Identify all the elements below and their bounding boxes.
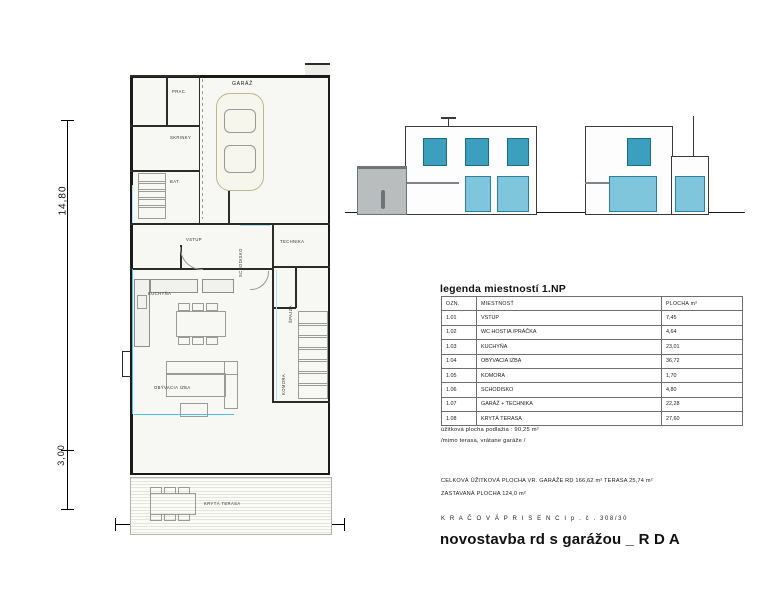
row-no: 1.08 bbox=[442, 412, 477, 426]
row-name: OBÝVACIA IZBA bbox=[477, 354, 662, 368]
plan-label-prac: PRAC. bbox=[172, 89, 187, 94]
note-usable-area: úžitková plocha podlažia : 90,25 m² bbox=[441, 427, 539, 433]
plan-label-technika: TECHNIKA bbox=[280, 239, 305, 244]
row-no: 1.03 bbox=[442, 340, 477, 354]
window-7 bbox=[609, 176, 657, 212]
row-area: 22,28 bbox=[662, 397, 743, 411]
plan-label-obyvacia: OBÝVACIA IZBA bbox=[154, 385, 191, 390]
row-area: 4,80 bbox=[662, 383, 743, 397]
row-no: 1.04 bbox=[442, 354, 477, 368]
row-name: KOMORA bbox=[477, 368, 662, 382]
row-no: 1.02 bbox=[442, 325, 477, 339]
window-5 bbox=[497, 176, 529, 212]
plan-label-komora: KOMORA bbox=[281, 373, 286, 395]
row-area: 36,72 bbox=[662, 354, 743, 368]
dimension-label-vertical-sub: 3,00 bbox=[55, 444, 66, 466]
note-usable-area-detail: /mimo terasa, vrátane garáže / bbox=[441, 438, 526, 444]
row-name: SCHODISKO bbox=[477, 383, 662, 397]
header-oznacenie: OZN. bbox=[442, 297, 477, 311]
row-area: 7,45 bbox=[662, 311, 743, 325]
floor-plan bbox=[55, 55, 370, 535]
table-row bbox=[442, 340, 743, 354]
car-symbol bbox=[216, 93, 264, 191]
row-no: 1.07 bbox=[442, 397, 477, 411]
row-area: 4,64 bbox=[662, 325, 743, 339]
window-8 bbox=[675, 176, 705, 212]
row-area: 23,01 bbox=[662, 340, 743, 354]
plan-label-garaz: GARÁŽ bbox=[232, 81, 253, 87]
row-area: 27,60 bbox=[662, 412, 743, 426]
table-row bbox=[442, 383, 743, 397]
plan-label-spajza: ŠPAJZA bbox=[288, 305, 293, 323]
row-name: WC HOSTIA /PRÁČKA bbox=[477, 325, 662, 339]
table-row bbox=[442, 325, 743, 339]
plan-label-skrinky: SKRINKY bbox=[170, 135, 192, 140]
table-header-row bbox=[442, 297, 743, 311]
plan-label-bat: BAT. bbox=[170, 179, 181, 184]
window-6 bbox=[627, 138, 651, 166]
plan-label-kryta-terasa: KRYTÁ TERASA bbox=[204, 501, 241, 506]
row-no: 1.05 bbox=[442, 368, 477, 382]
row-area: 1,70 bbox=[662, 368, 743, 382]
table-row bbox=[442, 368, 743, 382]
header-plocha: PLOCHA m² bbox=[662, 297, 743, 311]
plan-label-kuchyna: KUCHYŇA bbox=[148, 291, 172, 296]
row-name: KUCHYŇA bbox=[477, 340, 662, 354]
window-4 bbox=[465, 176, 491, 212]
header-miestnost: MIESTNOSŤ bbox=[477, 297, 662, 311]
project-address: K R A Č O V Á P R I S E N C I p . č . 308/30 bbox=[441, 516, 629, 522]
row-name: GARÁŽ + TECHNIKA bbox=[477, 397, 662, 411]
row-no: 1.06 bbox=[442, 383, 477, 397]
legend-table bbox=[441, 296, 743, 426]
table-row bbox=[442, 354, 743, 368]
note-total-area: CELKOVÁ ÚŽITKOVÁ PLOCHA VR. GARÁŽE RD 166,62 m² TERASA 25,74 m² bbox=[441, 478, 653, 484]
window-1 bbox=[423, 138, 447, 166]
project-title: novostavba rd s garážou _ R D A bbox=[440, 531, 680, 548]
row-no: 1.01 bbox=[442, 311, 477, 325]
window-2 bbox=[465, 138, 489, 166]
note-built-area: ZASTAVANÁ PLOCHA 124,0 m² bbox=[441, 491, 526, 497]
row-name: VSTUP bbox=[477, 311, 662, 325]
plan-geometry bbox=[120, 65, 345, 520]
table-row bbox=[442, 311, 743, 325]
person-figure bbox=[381, 190, 385, 209]
elevation-views bbox=[345, 110, 745, 225]
dimension-label-vertical: 14,80 bbox=[57, 185, 69, 216]
table-row bbox=[442, 397, 743, 411]
table-row bbox=[442, 412, 743, 426]
legend-title: legenda miestností 1.NP bbox=[440, 283, 566, 295]
plan-label-schodisko: SCHODISKO bbox=[238, 248, 243, 277]
row-name: KRYTÁ TERASA bbox=[477, 412, 662, 426]
plan-label-vstup: VSTUP bbox=[186, 237, 202, 242]
window-3 bbox=[507, 138, 529, 166]
